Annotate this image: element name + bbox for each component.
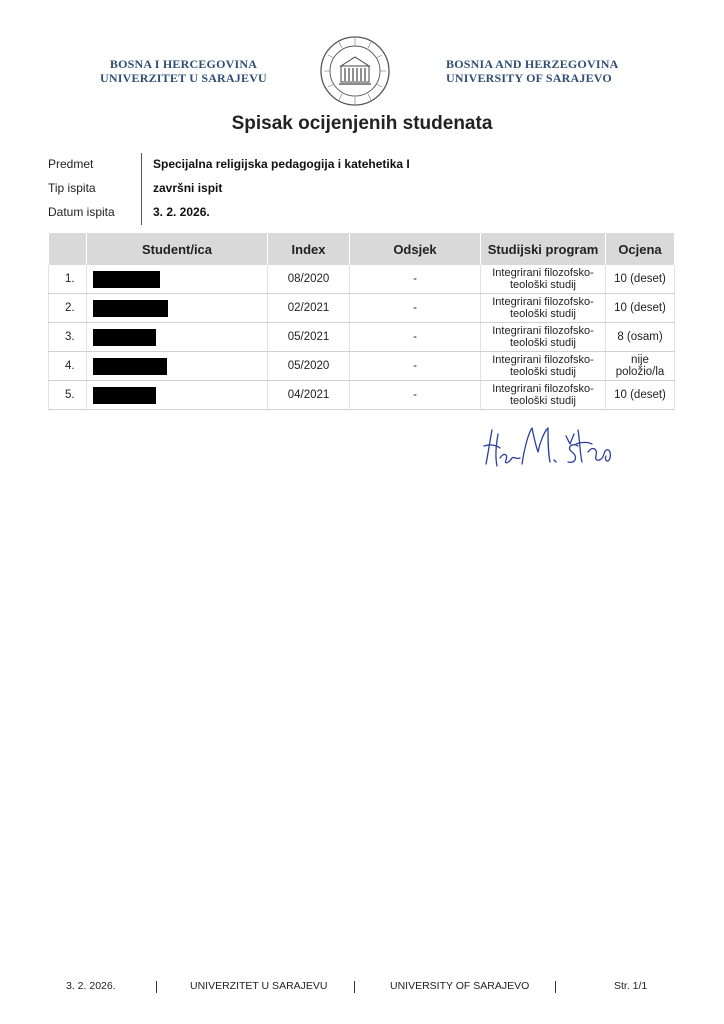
footer-divider xyxy=(156,981,157,993)
index-cell: 05/2021 xyxy=(268,323,350,352)
department-cell: - xyxy=(350,352,481,381)
row-number: 3. xyxy=(49,323,87,352)
footer-page-number: Str. 1/1 xyxy=(614,980,648,992)
university-seal-icon xyxy=(319,35,391,107)
redacted-name xyxy=(93,358,167,375)
header-left-line1: BOSNA I HERCEGOVINA xyxy=(109,57,258,71)
meta-divider xyxy=(141,201,142,225)
student-name-cell xyxy=(87,265,268,294)
student-name-cell xyxy=(87,381,268,410)
col-header-department: Odsjek xyxy=(350,233,481,265)
col-header-number xyxy=(49,233,87,265)
grade-cell: 8 (osam) xyxy=(606,323,675,352)
student-name-cell xyxy=(87,352,268,381)
row-number: 4. xyxy=(49,352,87,381)
redacted-name xyxy=(93,329,156,346)
grade-cell: 10 (deset) xyxy=(606,265,675,294)
col-header-index: Index xyxy=(268,233,350,265)
redacted-name xyxy=(93,387,156,404)
index-cell: 04/2021 xyxy=(268,381,350,410)
redacted-name xyxy=(93,300,168,317)
header-right xyxy=(446,57,631,85)
department-cell: - xyxy=(350,323,481,352)
graded-students-table xyxy=(48,233,675,410)
meta-divider xyxy=(141,153,142,177)
grade-cell: 10 (deset) xyxy=(606,294,675,323)
table-header-row xyxy=(49,233,675,265)
header-right-line2: UNIVERSITY OF SARAJEVO xyxy=(446,71,612,85)
col-header-grade: Ocjena xyxy=(606,233,675,265)
exam-date-label: Datum ispita xyxy=(48,205,115,219)
table-row xyxy=(49,294,675,323)
table-row xyxy=(49,381,675,410)
footer-divider xyxy=(555,981,556,993)
subject-value: Specijalna religijska pedagogija i katehetika I xyxy=(153,157,410,171)
index-cell: 05/2020 xyxy=(268,352,350,381)
program-cell: Integrirani filozofsko-teološki studij xyxy=(481,294,606,323)
footer-university-en: UNIVERSITY OF SARAJEVO xyxy=(390,980,530,992)
table-row xyxy=(49,323,675,352)
program-cell: Integrirani filozofsko-teološki studij xyxy=(481,265,606,294)
footer-university-local: UNIVERZITET U SARAJEVU xyxy=(190,980,328,992)
index-cell: 02/2021 xyxy=(268,294,350,323)
footer-divider xyxy=(354,981,355,993)
signature-icon xyxy=(478,416,618,471)
table-row xyxy=(49,352,675,381)
col-header-student: Student/ica xyxy=(87,233,268,265)
exam-type-label: Tip ispita xyxy=(48,181,96,195)
redacted-name xyxy=(93,271,160,288)
program-cell: Integrirani filozofsko-teološki studij xyxy=(481,352,606,381)
exam-date-value: 3. 2. 2026. xyxy=(153,205,210,219)
header-right-line1: BOSNIA AND HERZEGOVINA xyxy=(446,57,619,71)
row-number: 5. xyxy=(49,381,87,410)
grade-cell: 10 (deset) xyxy=(606,381,675,410)
department-cell: - xyxy=(350,381,481,410)
grade-cell: nije položio/la xyxy=(606,352,675,381)
meta-divider xyxy=(141,177,142,201)
department-cell: - xyxy=(350,265,481,294)
col-header-program: Studijski program xyxy=(481,233,606,265)
row-number: 1. xyxy=(49,265,87,294)
header-left-line2: UNIVERZITET U SARAJEVU xyxy=(100,71,267,85)
table-row xyxy=(49,265,675,294)
subject-label: Predmet xyxy=(48,157,94,171)
program-cell: Integrirani filozofsko-teološki studij xyxy=(481,323,606,352)
student-name-cell xyxy=(87,323,268,352)
student-name-cell xyxy=(87,294,268,323)
header-left xyxy=(96,57,271,85)
program-cell: Integrirani filozofsko-teološki studij xyxy=(481,381,606,410)
exam-type-value: završni ispit xyxy=(153,181,223,195)
index-cell: 08/2020 xyxy=(268,265,350,294)
footer-date: 3. 2. 2026. xyxy=(66,980,116,992)
row-number: 2. xyxy=(49,294,87,323)
department-cell: - xyxy=(350,294,481,323)
page-title: Spisak ocijenjenih studenata xyxy=(231,113,493,134)
